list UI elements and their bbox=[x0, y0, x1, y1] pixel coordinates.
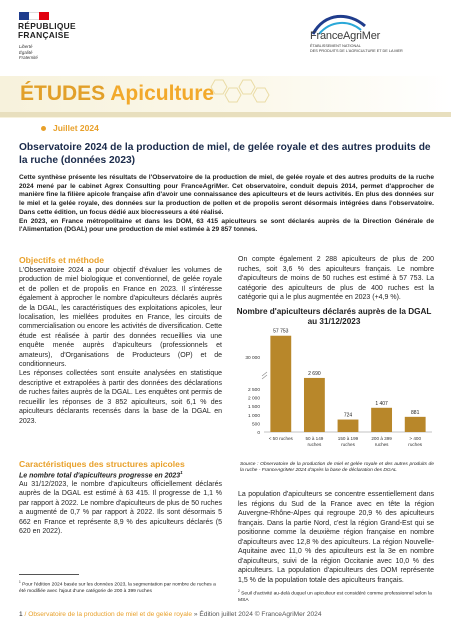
footnote-2: $^2$ Seuil d'activité au-delà duquel un apiculteur est considéré comme professionnel selon la MSA bbox=[238, 589, 432, 603]
republique-francaise-logo: RÉPUBLIQUE FRANÇAISE bbox=[18, 21, 76, 40]
category-label: < 50 ruches bbox=[268, 436, 293, 441]
chart-title: Nombre d'apiculteurs déclarés auprès de la DGAL au 31/12/2023 bbox=[236, 307, 432, 326]
category-label: ruches bbox=[341, 442, 355, 447]
category-label: ruches bbox=[307, 442, 322, 447]
footnote-separator bbox=[19, 574, 79, 575]
y-tick-label: 2 000 bbox=[247, 396, 260, 402]
nombre-apiculteurs-text: Au 31/12/2023, le nombre d'apiculteurs officiellement déclarés auprès de la DGAL est estimé à 63 415. Il progresse de 1,1 % par rapport à 2022. Le nombre d'apiculteurs de plus de 50 ruches a augmenté de 0,7 % par rapport à 2022. Ils sont désormais 5 662 en France et représente 8,9 % des apiculteurs déclarés (5 620 en 2022). bbox=[19, 481, 222, 536]
banner-title: ÉTUDES Apiculture bbox=[20, 82, 215, 105]
data-label: 57 753 bbox=[273, 328, 289, 335]
y-tick-label: 30 000 bbox=[245, 356, 260, 361]
data-label: 724 bbox=[343, 412, 353, 419]
data-label: 2 690 bbox=[308, 370, 321, 377]
bar bbox=[405, 417, 426, 432]
y-tick-label: 1 000 bbox=[247, 413, 260, 419]
category-label: > 400 bbox=[409, 436, 422, 441]
data-label: 881 bbox=[411, 409, 420, 416]
document-title: Observatoire 2024 de la production de miel, de gelée royale et des autres produits de la ruche (données 2023) bbox=[19, 142, 431, 166]
publication-date: Juillet 2024 bbox=[53, 123, 99, 133]
honeycomb-decoration-icon bbox=[205, 78, 275, 114]
category-label: 200 à 399 bbox=[371, 436, 392, 441]
intro-summary: Cette synthèse présente les résultats de l'Observatoire de la production de miel, de gelée royale et des autres produits de la ruche 2024 mené par le cabinet Agrex Consulting pour FranceAgriMer. Cet observatoire, conduit depuis 2014, permet d'approcher de manière fine la filière apicole française afin d'avoir une connaissance des apiculteurs et de leurs activités. En plus des données sur le miel et la gelée royale, des données sur la production de pollen et de propolis seront désormais intégrées dans l'observatoire. Dans cette édition, un focus dédié aux biocresseurs a été réalisé. En 2023, en France métropolitaine et dans les DOM, 63 415 apiculteurs se sont déclarés auprès de la Direction Générale de l'Alimentation (DGAL) pour une production de miel estimée à 29 857 tonnes. bbox=[19, 174, 434, 234]
bar bbox=[371, 408, 392, 432]
chart-source: Source : Observatoire de la production de miel et gelée royale et des autres produits de la ruche - FranceAgriMer 2024 d'après la base de déclaration des DGAL bbox=[240, 462, 434, 474]
bar bbox=[304, 378, 325, 432]
category-label: ruches bbox=[374, 442, 389, 447]
y-tick-label: 0 bbox=[257, 431, 260, 436]
bar bbox=[270, 336, 291, 432]
banner-bottom-bar bbox=[0, 112, 451, 117]
y-tick-label: 1 500 bbox=[247, 405, 260, 411]
category-label: ruches bbox=[408, 442, 423, 447]
page-number: 1 bbox=[19, 611, 23, 618]
agency-name: FranceAgriMer bbox=[310, 30, 381, 42]
heading-caracteristiques: Caractéristiques des structures apicoles bbox=[19, 459, 185, 469]
subheading-nombre-apiculteurs: Le nombre total d'apiculteurs progresse en 2023$^1$ bbox=[19, 470, 183, 480]
y-tick-label: 2 500 bbox=[247, 388, 260, 393]
category-label: 150 à 199 bbox=[337, 436, 359, 441]
republic-motto: Liberté Égalité Fraternité bbox=[19, 44, 38, 61]
footer-edition: Édition juillet 2024 © FranceAgriMer 2024 bbox=[199, 611, 322, 618]
french-flag-icon bbox=[19, 12, 49, 20]
date-bullet-icon bbox=[41, 126, 46, 131]
right-top-text: On compte également 2 288 apiculteurs de plus de 200 ruches, soit 3,6 % des apiculteurs français. Le nombre d'apiculteurs de moins de 50 ruches est estimé à 57 753. La catégorie des apiculteurs de plus de 400 ruches est la catégorie qui a le plus augmentée en 2023 (+4,9 %). bbox=[238, 256, 434, 302]
apiculteurs-bar-chart bbox=[232, 322, 436, 460]
page-footer: 1 / Observatoire de la production de miel et de gelée royale » Édition juillet 2024 © FranceAgriMer 2024 bbox=[19, 611, 322, 618]
objectifs-text: L'Observatoire 2024 a pour objectif d'évaluer les volumes de production de miel biologique et conventionnel, de gelée royale et de pollen et de propolis en France en 2023. Il s'intéresse également à approcher le nombre d'apiculteurs déclarés auprès de la DGAL, les caractéristiques des exploitations apicoles, leur localisation, les miellées produites en France, les circuits de commercialisation ou encore les activités de diversification. Cette étude est réalisée à partir des données recueillies via une enquête menée auprès d'apiculteurs (professionnels et amateurs), d'Organisations de Producteurs (OP) et de conditionneurs. Les réponses collectées sont ensuite analysées en statistique descriptive et extrapolées à partir des données des déclarations de ruches faites auprès de la DGAL. Les enquêtes ont permis de recueillir les réponses de 3 852 apiculteurs, soit 6,1 % des apiculteurs déclarants recensés dans la base de la DGAL en 2023. bbox=[19, 267, 222, 425]
footer-doc-title: Observatoire de la production de miel et de gelée royale bbox=[28, 611, 193, 618]
y-tick-label: 500 bbox=[251, 422, 260, 428]
footnote-1: $^1$ Pour l'édition 2024 basée sur les données 2023, la segmentation par nombre de ruches a été modifiée avec l'ajout d'une catégorie de 200 à 399 ruches bbox=[19, 580, 216, 594]
data-label: 1 407 bbox=[375, 400, 388, 407]
bar bbox=[338, 420, 359, 432]
right-bottom-text: La population d'apiculteurs se concentre essentiellement dans les régions du Sud de la France avec en tête la région Auvergne-Rhône-Alpes qui regroupe 20,9 % des apiculteurs français. Dans la partie Nord, c'est la région Grand-Est qui se positionne comme la deuxième région française en nombre d'apiculteurs avec 12,8 % des apiculteurs. La région Nouvelle-Aquitaine avec 11,0 % des apiculteurs est la 3e en nombre d'apiculteurs, suivi de la région Occitanie avec 10,0 % des apiculteurs. La population d'apiculteurs des DOM représente 1,5 % de la population totale des apiculteurs français. bbox=[238, 491, 434, 584]
category-label: 50 à 149 bbox=[305, 436, 324, 441]
agency-subtitle: ÉTABLISSEMENT NATIONAL DES PRODUITS DE L'AGRICULTURE ET DE LA MER bbox=[310, 44, 403, 53]
heading-objectifs: Objectifs et méthode bbox=[19, 255, 104, 265]
